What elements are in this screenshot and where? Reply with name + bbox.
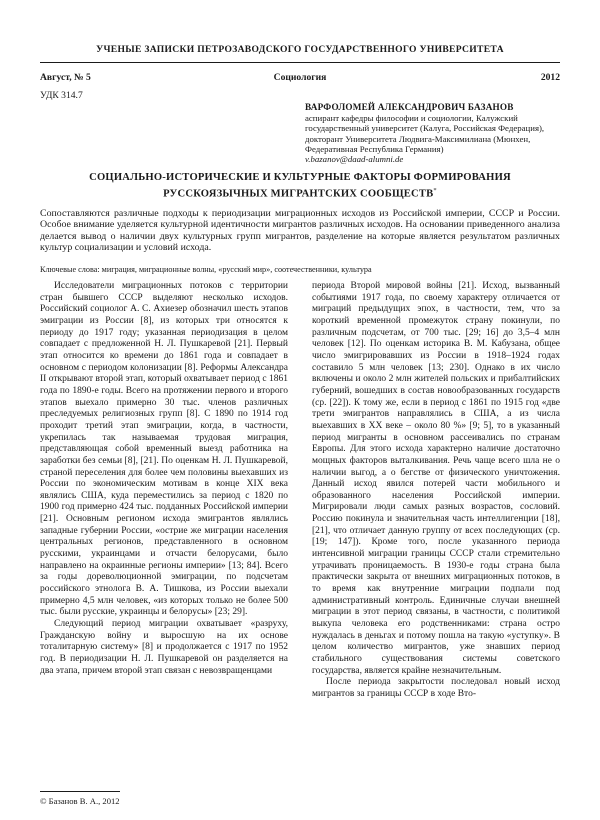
title-footnote-mark: * [433, 186, 437, 194]
header-rule [40, 62, 560, 63]
author-email[interactable]: v.bazanov@daad-alumni.de [305, 154, 404, 165]
year-label: 2012 [540, 72, 560, 83]
title-line-2: РУССКОЯЗЫЧНЫХ МИГРАНТСКИХ СООБЩЕСТВ [163, 188, 434, 200]
abstract: Сопоставляются различные подходы к периодизации миграционных исходов из Российской империи, СССР и России. Особое внимание уделяется культурной идентичности мигрантов различных исходов. На основании приведенного анализа делается вывод о наличии двух культурных групп мигрантов, разделение на которые является результатом различных культур социализации и условий исхода. [40, 208, 560, 253]
section-label: Социология [273, 72, 327, 83]
journal-header: УЧЕНЫЕ ЗАПИСКИ ПЕТРОЗАВОДСКОГО ГОСУДАРСТВЕННОГО УНИВЕРСИТЕТА [96, 44, 504, 55]
copyright: © Базанов В. А., 2012 [40, 796, 120, 806]
issue-label: Август, № 5 [40, 72, 91, 83]
paragraph: Следующий период миграции охватывает «разруху, Гражданскую войну и выросшую на их основе тоталитарную систему» [8] и продолжается с 1917 по 1952 год. В периодизации Н. Л. Пушкаревой он разделяется на два этапа, причем второй этап связан с невозвращенцами [40, 619, 288, 676]
meta-row [40, 72, 560, 84]
paragraph: Исследователи миграционных потоков с территории стран бывшего СССР выделяют несколько исходов. Российский социолог А. С. Ахиезер обозначил шесть этапов эмиграции из России [8], из которых три относятся к периоду до 1917 году; указанная периодизация в целом совпадает с предложенной Н. Л. Пушкаревой [21]. Первый этап относится ко времени до 1861 года и совпадает в основном с периодом колонизации [8]. Реформы Александра II открывают второй этап, который охватывает период с 1861 года по 1890-е годы. Всего на протяжении первого и второго этапов выехало примерно 30 тыс. членов различных преследуемых религиозных групп [8]. С 1890 по 1914 год проходит третий этап эмиграции, когда, в частности, укрепилась так называемая трудовая миграция, представляющая собой временный выезд работника на заработки без семьи [8], [21]. По оценкам Н. Л. Пушкаревой, страной переселения для более чем половины выехавших из России по экономическим мотивам в конце XIX века являлись США, куда переместились за период с 1820 по 1900 год примерно 424 тыс. подданных Российской империи [21]. Основным регионом исхода эмигрантов являлись западные губернии России, «острие же миграции населения центральных регионов, представленного в основном русскими, украинцами и отчасти белорусами, было направлено на окраинные регионы империи» [13; 84]. Всего за годы дореволюционной эмиграции, по подсчетам российского этнолога В. А. Тишкова, из России выехали примерно 4,5 млн человек, «из которых только не более 500 тыс. были русские, украинцы и белорусы» [23; 29]. [40, 281, 288, 618]
author-block [305, 102, 560, 164]
article-title [40, 172, 560, 201]
author-affiliation: аспирант кафедры философии и социологии, Калужский государственный университет (Калуга, Российская Федерация), докторант Университета Людвига-Максимилиана (Мюнхен, Федеративная Республика Германия) [305, 113, 545, 154]
paragraph: периода Второй мировой войны [21]. Исход, вызванный событиями 1917 года, по своему характеру отличается от миграций предыдущих эпох, в частности, тем, что за короткий временной промежуток страну покинули, по различным подсчетам, от 700 тыс. [29; 16] до 3,5–4 млн человек [12]. По оценкам историка В. М. Кабузана, общее число эмигрировавших из России в 1918–1924 годах составило 5 млн человек [13; 230]. Однако в их число включены и около 2 млн жителей польских и прибалтийских губерний, вошедших в состав новообразованных государств (ср. [22]). К тому же, если в период с 1861 по 1915 год «две трети эмигрантов направлялись в США, а из числа выехавших в XX веке – около 80 %» [9; 5], то в указанный период мигранты в основном рассеивались по странам Европы. Для этого исхода характерно наличие достаточно мощных факторов выталкивания. Речь чаще всего шла не о наличии выгод, а о бегстве от физического уничтожения. Данный исход явился потерей части мобильного и образованного населения Российской империи. Мигрировали люди самых разных возрастов, сословий. Россию покинула и значительная часть интеллигенции [18], [21], что отличает данную группу от всех последующих (ср. [19; 147]). Кроме того, после указанного периода интенсивной миграции границы СССР стали стремительно утрачивать проницаемость. В 1930-е годы страна была практически закрыта от внешних миграционных потоков, в то время как внутренние миграции подпали под административный контроль. Единичные случаи внешней миграции в этот период связаны, в частности, с политикой выкупа человека его родственниками: страна остро нуждалась в деньгах и потому пошла на такую «уступку». В целом количество мигрантов, уже знавших период стабильного существования системы советского государства, является крайне незначительным. [312, 281, 560, 676]
udk-code: УДК 314.7 [40, 90, 83, 101]
body-column-left [40, 281, 288, 677]
keywords: Ключевые слова: миграция, миграционные волны, «русский мир», соотечественники, культура [40, 265, 372, 274]
footnote-rule [40, 791, 120, 792]
paragraph: После периода закрытости последовал новый исход мигрантов за границы СССР в ходе Вто- [312, 677, 560, 699]
body-column-right [312, 281, 560, 701]
title-line-1: СОЦИАЛЬНО-ИСТОРИЧЕСКИЕ И КУЛЬТУРНЫЕ ФАКТОРЫ ФОРМИРОВАНИЯ [89, 172, 511, 183]
author-name: ВАРФОЛОМЕЙ АЛЕКСАНДРОВИЧ БАЗАНОВ [305, 102, 514, 112]
